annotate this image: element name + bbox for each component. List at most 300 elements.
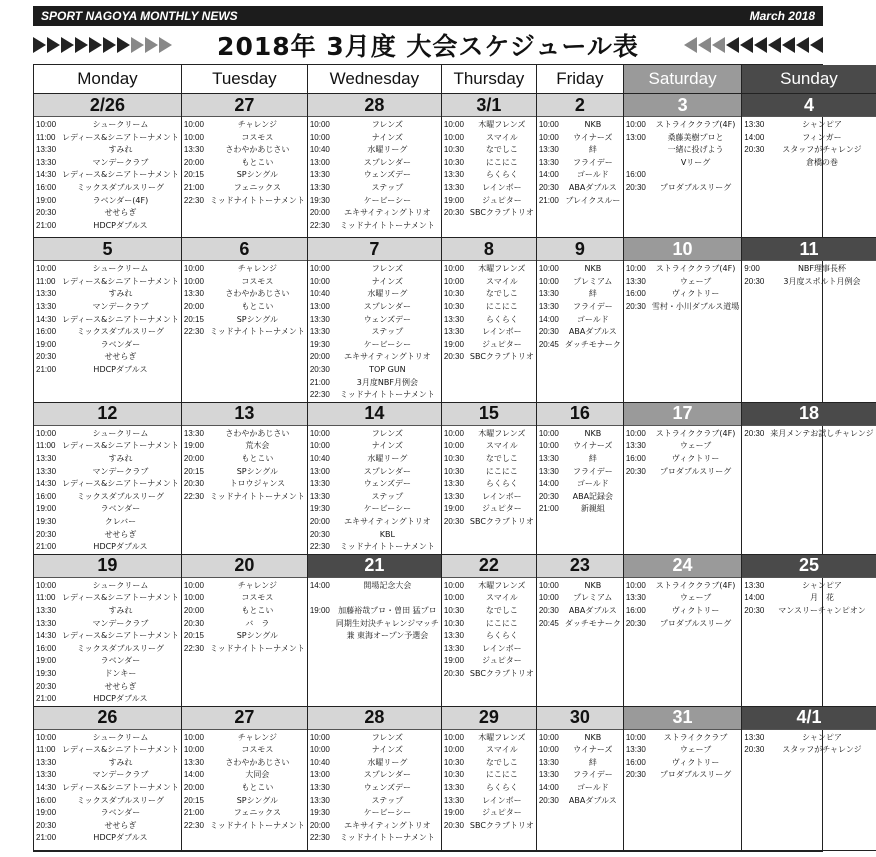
event-name: ウイナーズ bbox=[573, 745, 613, 755]
event-item bbox=[626, 132, 739, 145]
event-item bbox=[310, 440, 439, 453]
event-time: 13:30 bbox=[443, 314, 464, 324]
event-name: プロダブルスリーグ bbox=[659, 618, 732, 628]
event-name: ウェンズデー bbox=[363, 170, 412, 180]
event-name: らくらく bbox=[485, 314, 518, 324]
day-cell[interactable] bbox=[182, 555, 308, 707]
event-time: 13:30 bbox=[309, 491, 330, 501]
event-name: ラベンダー bbox=[100, 808, 141, 818]
event-item bbox=[36, 207, 179, 220]
event-time bbox=[310, 630, 336, 643]
event-name: すみれ bbox=[108, 454, 133, 464]
event-name: マンデークラブ bbox=[92, 618, 149, 628]
event-time: 19:00 bbox=[36, 339, 57, 349]
event-time: 22:30 bbox=[183, 327, 204, 337]
event-name: フライデー bbox=[572, 466, 613, 476]
event-item bbox=[744, 592, 873, 605]
day-cell[interactable] bbox=[442, 403, 537, 555]
event-name: フライデー bbox=[572, 302, 613, 312]
event-item bbox=[36, 529, 179, 542]
event-name: ステップ bbox=[371, 327, 404, 337]
event-time: 13:30 bbox=[36, 145, 57, 155]
day-cell[interactable] bbox=[742, 555, 875, 707]
event-item bbox=[310, 169, 439, 182]
event-time: 20:30 bbox=[538, 182, 559, 192]
event-item bbox=[744, 744, 873, 757]
event-item bbox=[444, 428, 534, 441]
event-item bbox=[444, 807, 534, 820]
event-item bbox=[36, 478, 179, 491]
event-time: 13:30 bbox=[36, 454, 57, 464]
day-number: 7 bbox=[308, 238, 441, 261]
event-time: 13:30 bbox=[443, 631, 464, 641]
event-time: 20:30 bbox=[309, 529, 330, 539]
event-time: 20:30 bbox=[625, 618, 646, 628]
event-item bbox=[444, 655, 534, 668]
event-name: ABAダブルス bbox=[568, 605, 617, 615]
event-item bbox=[626, 263, 739, 276]
day-cell[interactable] bbox=[34, 403, 182, 555]
event-name: ナインズ bbox=[371, 745, 403, 755]
event-name: ケービーシー bbox=[363, 339, 412, 349]
event-time bbox=[626, 157, 652, 170]
event-name: ウェンズデー bbox=[363, 783, 412, 793]
event-item bbox=[444, 744, 534, 757]
event-name: プロダブルスリーグ bbox=[659, 770, 732, 780]
event-time: 13:30 bbox=[443, 327, 464, 337]
event-list bbox=[308, 426, 441, 554]
event-name: チャレンジ bbox=[237, 120, 278, 129]
event-item bbox=[36, 655, 179, 668]
day-cell[interactable] bbox=[34, 238, 182, 403]
event-time: 10:00 bbox=[183, 580, 204, 590]
day-number: 28 bbox=[308, 94, 441, 117]
event-time: 20:30 bbox=[309, 365, 330, 375]
day-cell[interactable] bbox=[537, 403, 624, 555]
day-cell[interactable] bbox=[742, 403, 875, 555]
day-number: 3/1 bbox=[442, 94, 536, 117]
event-item bbox=[310, 288, 439, 301]
event-item bbox=[539, 744, 621, 757]
event-time: 13:30 bbox=[309, 327, 330, 337]
event-time: 20:30 bbox=[36, 529, 57, 539]
day-cell[interactable] bbox=[537, 238, 624, 403]
day-cell[interactable] bbox=[182, 403, 308, 555]
day-cell[interactable] bbox=[442, 94, 537, 238]
event-item bbox=[184, 491, 305, 504]
event-time: 19:00 bbox=[443, 504, 464, 514]
day-cell[interactable] bbox=[742, 707, 875, 851]
event-item bbox=[539, 782, 621, 795]
event-time: 21:00 bbox=[538, 504, 559, 514]
day-cell[interactable] bbox=[624, 707, 742, 851]
event-item bbox=[310, 276, 439, 289]
event-name: プレミアム bbox=[573, 593, 613, 603]
day-cell[interactable] bbox=[308, 238, 442, 403]
day-number: 2 bbox=[537, 94, 623, 117]
event-name: 倉橋の巻 bbox=[805, 157, 838, 167]
event-time: 13:30 bbox=[36, 289, 57, 299]
event-time: 13:30 bbox=[36, 618, 57, 628]
event-time: 20:30 bbox=[744, 605, 765, 615]
event-name: さわやかあじさい bbox=[225, 289, 290, 299]
event-time: 11:00 bbox=[36, 441, 56, 451]
event-item bbox=[36, 339, 179, 352]
event-name: 木曜フレンズ bbox=[478, 264, 526, 274]
event-time: 20:30 bbox=[36, 208, 57, 218]
event-name: ゴールド bbox=[576, 479, 609, 489]
day-cell[interactable] bbox=[34, 94, 182, 238]
day-cell[interactable] bbox=[624, 238, 742, 403]
event-time: 19:00 bbox=[443, 339, 464, 349]
event-time: 13:30 bbox=[443, 795, 464, 805]
event-name: シュークリーム bbox=[92, 120, 149, 129]
event-time: 20:30 bbox=[183, 618, 204, 628]
event-time: 13:30 bbox=[309, 795, 330, 805]
event-name: ケービーシー bbox=[363, 504, 412, 514]
event-item bbox=[310, 769, 439, 782]
event-name: ABA記録会 bbox=[572, 491, 614, 501]
event-time: 22:30 bbox=[183, 195, 204, 205]
day-number: 25 bbox=[742, 555, 875, 578]
event-time: 19:30 bbox=[36, 668, 57, 678]
event-name: SPシングル bbox=[236, 170, 279, 180]
event-item bbox=[539, 182, 621, 195]
event-time: 13:00 bbox=[625, 132, 646, 142]
event-item bbox=[184, 807, 305, 820]
event-item bbox=[444, 132, 534, 145]
event-time: 10:00 bbox=[625, 428, 646, 438]
event-name: レインボー bbox=[482, 327, 522, 337]
event-time: 20:15 bbox=[183, 170, 204, 180]
event-item bbox=[36, 326, 179, 339]
event-item bbox=[444, 466, 534, 479]
event-time: 10:00 bbox=[443, 745, 464, 755]
event-item bbox=[184, 466, 305, 479]
title-row bbox=[33, 28, 823, 62]
day-number: 8 bbox=[442, 238, 536, 261]
event-item bbox=[444, 630, 534, 643]
event-time: 10:00 bbox=[309, 132, 330, 142]
event-time: 20:00 bbox=[309, 820, 330, 830]
event-item bbox=[539, 314, 621, 327]
event-item bbox=[36, 693, 179, 706]
day-cell[interactable] bbox=[537, 707, 624, 851]
event-time: 10:30 bbox=[443, 289, 464, 299]
day-number: 27 bbox=[182, 707, 307, 730]
day-cell[interactable] bbox=[308, 707, 442, 851]
event-time: 10:40 bbox=[309, 145, 330, 155]
event-name: プレミアム bbox=[573, 276, 613, 286]
day-number: 4 bbox=[742, 94, 875, 117]
event-item bbox=[36, 820, 179, 833]
event-time: 13:30 bbox=[309, 479, 330, 489]
event-name: マンデークラブ bbox=[92, 466, 149, 476]
event-name: ウイナーズ bbox=[573, 132, 613, 142]
event-time: 10:30 bbox=[443, 618, 464, 628]
event-name: ウイナーズ bbox=[573, 441, 613, 451]
event-name: エキサイティングトリオ bbox=[344, 516, 431, 526]
event-name: なでしこ bbox=[485, 289, 518, 299]
event-time: 10:00 bbox=[625, 120, 646, 129]
event-list bbox=[537, 117, 623, 207]
event-time: 21:00 bbox=[36, 542, 57, 552]
event-name: HDCPダブルス bbox=[93, 542, 148, 552]
event-name: スプレンダー bbox=[363, 770, 411, 780]
event-item bbox=[539, 757, 621, 770]
event-time: 16:00 bbox=[36, 795, 57, 805]
event-name: ウェーブ bbox=[679, 745, 712, 755]
event-list bbox=[742, 578, 875, 618]
day-cell[interactable] bbox=[624, 94, 742, 238]
event-item bbox=[184, 820, 305, 833]
event-item bbox=[444, 144, 534, 157]
event-time: 10:00 bbox=[183, 745, 204, 755]
event-item bbox=[184, 643, 305, 656]
event-name: スプレンダー bbox=[363, 157, 411, 167]
event-item bbox=[310, 832, 439, 845]
event-time: 20:00 bbox=[309, 352, 330, 362]
event-time: 13:30 bbox=[744, 580, 765, 590]
event-name: もとこい bbox=[241, 605, 274, 615]
event-name: マンデークラブ bbox=[92, 302, 149, 312]
event-name: ダッチモナーク bbox=[564, 618, 621, 628]
event-name: らくらく bbox=[485, 479, 518, 489]
event-time: 9:00 bbox=[744, 264, 760, 274]
event-time: 13:30 bbox=[183, 757, 204, 767]
event-time: 10:00 bbox=[309, 120, 330, 129]
event-item bbox=[444, 301, 534, 314]
event-time: 22:30 bbox=[309, 220, 330, 230]
event-time: 10:30 bbox=[443, 145, 464, 155]
event-name: ミッドナイトトーナメント bbox=[209, 327, 305, 337]
day-cell[interactable] bbox=[308, 94, 442, 238]
event-time: 10:00 bbox=[309, 745, 330, 755]
publication-bar bbox=[33, 6, 823, 26]
event-time: 14:30 bbox=[36, 479, 57, 489]
event-name: コスモス bbox=[241, 593, 274, 603]
event-time: 21:00 bbox=[36, 694, 57, 704]
event-item bbox=[36, 618, 179, 631]
event-item bbox=[444, 491, 534, 504]
event-time: 20:30 bbox=[443, 208, 464, 218]
day-cell[interactable] bbox=[624, 555, 742, 707]
day-cell[interactable] bbox=[182, 238, 308, 403]
day-cell[interactable] bbox=[442, 555, 537, 707]
event-time: 10:00 bbox=[443, 264, 464, 274]
event-item bbox=[184, 195, 305, 208]
event-time: 16:00 bbox=[625, 605, 646, 615]
event-time: 16:00 bbox=[625, 757, 646, 767]
event-item bbox=[36, 301, 179, 314]
day-number: 17 bbox=[624, 403, 741, 426]
event-name: ステップ bbox=[371, 491, 404, 501]
event-name: HDCPダブルス bbox=[93, 694, 148, 704]
event-name: らくらく bbox=[485, 170, 518, 180]
event-name: スタッフがチャレンジ bbox=[782, 145, 862, 155]
day-number: 15 bbox=[442, 403, 536, 426]
event-name: ミックスダブルスリーグ bbox=[76, 491, 165, 501]
event-item bbox=[310, 377, 439, 390]
event-item bbox=[36, 263, 179, 276]
event-item bbox=[310, 364, 439, 377]
event-time: 13:30 bbox=[443, 491, 464, 501]
event-item bbox=[184, 795, 305, 808]
event-item bbox=[744, 119, 873, 132]
page-title: 2018年 3月度 大会スケジュール表 bbox=[217, 32, 639, 61]
event-name: 一緒に投げよう bbox=[667, 145, 724, 155]
event-name: ストライククラブ(4F) bbox=[655, 428, 736, 438]
event-name: フライデー bbox=[572, 770, 613, 780]
event-item bbox=[539, 263, 621, 276]
event-name: 木曜フレンズ bbox=[478, 580, 526, 590]
event-list bbox=[442, 117, 536, 220]
event-time: 10:30 bbox=[443, 302, 464, 312]
event-item bbox=[310, 592, 439, 605]
event-time: 20:00 bbox=[183, 302, 204, 312]
event-time: 16:00 bbox=[625, 454, 646, 464]
event-list bbox=[537, 730, 623, 808]
day-number: 12 bbox=[34, 403, 181, 426]
event-time: 19:00 bbox=[36, 195, 57, 205]
event-list bbox=[624, 578, 741, 630]
event-name: フェニックス bbox=[233, 182, 281, 192]
event-time: 13:30 bbox=[443, 182, 464, 192]
event-item bbox=[36, 541, 179, 554]
event-item bbox=[444, 119, 534, 132]
event-time: 14:00 bbox=[538, 479, 559, 489]
day-cell[interactable] bbox=[442, 238, 537, 403]
event-item bbox=[184, 757, 305, 770]
event-item bbox=[444, 580, 534, 593]
event-name: SPシングル bbox=[236, 631, 279, 641]
event-name: 雪村・小川ダブルス道場 bbox=[651, 302, 740, 312]
event-time: 10:00 bbox=[538, 276, 559, 286]
event-item bbox=[444, 618, 534, 631]
event-time bbox=[744, 157, 770, 170]
day-cell[interactable] bbox=[34, 555, 182, 707]
event-item bbox=[444, 769, 534, 782]
event-time: 10:00 bbox=[538, 580, 559, 590]
event-item bbox=[626, 169, 739, 182]
event-name: レディース&シニアトーナメント bbox=[62, 593, 179, 603]
event-item bbox=[310, 314, 439, 327]
event-time: 10:00 bbox=[443, 120, 464, 129]
event-item bbox=[184, 132, 305, 145]
event-time: 10:30 bbox=[443, 757, 464, 767]
event-name: らくらく bbox=[485, 783, 518, 793]
event-item bbox=[539, 144, 621, 157]
event-name: ナインズ bbox=[371, 276, 403, 286]
event-time: 14:00 bbox=[538, 783, 559, 793]
day-cell[interactable] bbox=[442, 707, 537, 851]
event-item bbox=[310, 491, 439, 504]
event-item bbox=[310, 630, 439, 643]
day-number: 11 bbox=[742, 238, 875, 261]
day-cell[interactable] bbox=[308, 403, 442, 555]
event-time: 19:30 bbox=[309, 504, 330, 514]
event-time: 10:30 bbox=[443, 157, 464, 167]
day-number: 5 bbox=[34, 238, 181, 261]
event-time: 10:30 bbox=[443, 605, 464, 615]
day-cell[interactable] bbox=[624, 403, 742, 555]
day-header-wednesday: Wednesday bbox=[308, 65, 442, 94]
event-name: 大同会 bbox=[245, 770, 270, 780]
day-cell[interactable] bbox=[34, 707, 182, 851]
event-time: 19:30 bbox=[309, 195, 330, 205]
day-cell[interactable] bbox=[537, 555, 624, 707]
day-cell[interactable] bbox=[308, 555, 442, 707]
event-list bbox=[308, 730, 441, 845]
event-item bbox=[444, 182, 534, 195]
event-time: 20:30 bbox=[744, 745, 765, 755]
event-time: 20:00 bbox=[183, 454, 204, 464]
event-item bbox=[539, 453, 621, 466]
event-item bbox=[310, 157, 439, 170]
event-time: 20:00 bbox=[183, 605, 204, 615]
day-cell[interactable] bbox=[182, 94, 308, 238]
event-name: フライデー bbox=[572, 157, 613, 167]
event-name: エキサイティングトリオ bbox=[344, 352, 431, 362]
event-name: ウェーブ bbox=[679, 441, 712, 451]
event-name: 桑藤美樹プロと bbox=[667, 132, 724, 142]
event-item bbox=[36, 428, 179, 441]
event-time: 19:00 bbox=[443, 195, 464, 205]
event-time: 13:30 bbox=[36, 157, 57, 167]
event-time: 13:30 bbox=[36, 757, 57, 767]
event-name bbox=[336, 592, 439, 605]
event-time: 13:30 bbox=[744, 732, 765, 742]
event-name: ラベンダー bbox=[100, 504, 141, 514]
event-time: 14:30 bbox=[36, 170, 57, 180]
day-header-saturday: Saturday bbox=[624, 65, 742, 94]
event-time: 20:30 bbox=[744, 276, 765, 286]
event-time: 10:00 bbox=[309, 276, 330, 286]
day-number: 24 bbox=[624, 555, 741, 578]
event-time: 10:00 bbox=[36, 428, 57, 438]
event-name: レディース&シニアトーナメント bbox=[62, 132, 179, 142]
event-item bbox=[626, 144, 739, 157]
event-item bbox=[310, 732, 439, 745]
event-name: Vリーグ bbox=[680, 157, 711, 167]
event-list bbox=[34, 578, 181, 706]
event-time: 14:00 bbox=[744, 593, 765, 603]
event-name: さわやかあじさい bbox=[225, 145, 290, 155]
event-name: フレンズ bbox=[371, 428, 403, 438]
event-time: 13:30 bbox=[538, 302, 559, 312]
event-item bbox=[744, 732, 873, 745]
event-name: せせらぎ bbox=[104, 352, 137, 362]
event-list bbox=[537, 261, 623, 351]
event-name: らくらく bbox=[485, 631, 518, 641]
day-cell[interactable] bbox=[742, 94, 875, 238]
event-item bbox=[36, 630, 179, 643]
event-name: エキサイティングトリオ bbox=[344, 208, 431, 218]
day-cell[interactable] bbox=[182, 707, 308, 851]
day-cell[interactable] bbox=[742, 238, 875, 403]
event-list bbox=[537, 426, 623, 516]
event-item bbox=[184, 580, 305, 593]
event-name: ゴールド bbox=[576, 783, 609, 793]
day-number: 4/1 bbox=[742, 707, 875, 730]
event-time: 20:30 bbox=[744, 428, 765, 438]
event-name: ミックスダブルスリーグ bbox=[76, 643, 165, 653]
event-item bbox=[36, 314, 179, 327]
event-name: マンデークラブ bbox=[92, 770, 149, 780]
event-name: なでしこ bbox=[485, 605, 518, 615]
day-cell[interactable] bbox=[537, 94, 624, 238]
event-item bbox=[310, 207, 439, 220]
